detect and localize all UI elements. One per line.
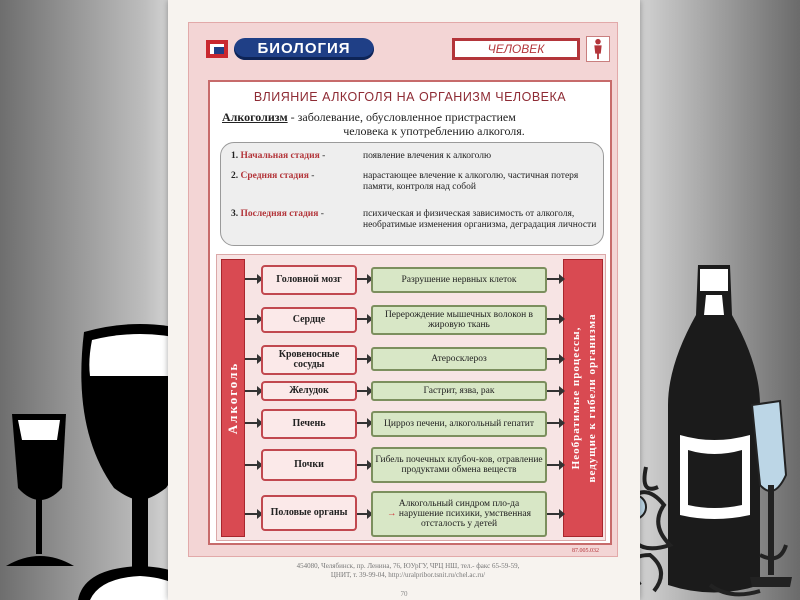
effect-box: Цирроз печени, алкогольный гепатит bbox=[371, 411, 547, 437]
organ-box: Желудок bbox=[261, 381, 357, 401]
red-arrow-icon: → bbox=[387, 509, 397, 519]
biology-logo bbox=[204, 36, 374, 62]
effect-text-b-content: нарушение психики, умственная отсталость у детей bbox=[398, 509, 531, 529]
effect-text-b bbox=[373, 509, 545, 529]
organ-box: Почки bbox=[261, 449, 357, 481]
stage-number: 2. bbox=[231, 171, 239, 181]
stage-description: психическая и физическая зависимость от алкоголя, необратимые изменения организма, деградация личности bbox=[363, 209, 597, 230]
footer bbox=[228, 562, 588, 580]
wine-glass-icon bbox=[0, 400, 80, 570]
definition-text1: - заболевание, обусловленное пристрастием bbox=[287, 110, 516, 124]
organ-box: Половые органы bbox=[261, 495, 357, 531]
organ-box: Печень bbox=[261, 409, 357, 439]
arrow-icon bbox=[547, 513, 563, 515]
poster bbox=[168, 0, 640, 600]
page-title: ВЛИЯНИЕ АЛКОГОЛЯ НА ОРГАНИЗМ ЧЕЛОВЕКА bbox=[253, 90, 567, 104]
definition-text2: человека к употреблению алкоголя. bbox=[343, 124, 525, 138]
effect-box bbox=[371, 491, 547, 537]
stage-dash: - bbox=[311, 171, 315, 181]
arrow-icon bbox=[547, 390, 563, 392]
organs-section bbox=[216, 254, 606, 541]
poster-code: 87.005.032 bbox=[572, 548, 599, 554]
arrow-icon bbox=[245, 464, 261, 466]
arrow-icon bbox=[547, 422, 563, 424]
effect-box: Перерождение мышечных волокон в жировую ткань bbox=[371, 305, 547, 335]
stage-name: Последняя стадия bbox=[240, 209, 319, 219]
stage-name: Начальная стадия bbox=[240, 151, 320, 161]
arrow-icon bbox=[547, 318, 563, 320]
definition bbox=[222, 110, 606, 138]
arrow-icon bbox=[245, 358, 261, 360]
arrow-icon bbox=[547, 278, 563, 280]
arrow-icon bbox=[357, 278, 371, 280]
effect-box: Гастрит, язва, рак bbox=[371, 381, 547, 401]
definition-term: Алкоголизм bbox=[222, 110, 288, 124]
stage-item bbox=[231, 209, 597, 230]
stages-box bbox=[220, 142, 604, 246]
stage-name: Средняя стадия bbox=[240, 171, 309, 181]
arrow-icon bbox=[357, 390, 371, 392]
stage-number: 1. bbox=[231, 151, 239, 161]
stage-number: 3. bbox=[231, 209, 239, 219]
arrow-icon bbox=[357, 358, 371, 360]
arrow-icon bbox=[245, 422, 261, 424]
footer-line2: ЦНИТ, т. 39-99-04, http://uralpribor.tsnit.ru/chel.ac.ru/ bbox=[330, 571, 486, 579]
organ-box: Головной мозг bbox=[261, 265, 357, 295]
arrow-icon bbox=[547, 358, 563, 360]
organ-box: Сердце bbox=[261, 307, 357, 333]
arrow-icon bbox=[357, 422, 371, 424]
alcohol-label: Алкоголь bbox=[225, 361, 240, 435]
effect-box: Разрушение нервных клеток bbox=[371, 267, 547, 293]
stage-dash: - bbox=[322, 151, 326, 161]
stage-dash: - bbox=[320, 209, 324, 219]
page-number: 70 bbox=[400, 590, 408, 598]
arrow-icon bbox=[245, 318, 261, 320]
effect-box: Атеросклероз bbox=[371, 347, 547, 371]
outcome-label-bar bbox=[563, 259, 603, 537]
biology-logo-icon bbox=[204, 36, 232, 62]
effect-box: Гибель почечных клубоч-ков, отравление продуктами обмена веществ bbox=[371, 447, 547, 483]
subject-label: БИОЛОГИЯ bbox=[234, 38, 374, 60]
organ-box: Кровеносные сосуды bbox=[261, 345, 357, 375]
stage-item bbox=[231, 171, 579, 192]
outcome-label-line2: ведущие к гибели организма bbox=[586, 313, 598, 483]
arrow-icon bbox=[357, 464, 371, 466]
stage-item bbox=[231, 151, 492, 162]
stage-description: нарастающее влечение к алкоголю, частичная потеря памяти, контроля над собой bbox=[363, 171, 579, 192]
stage-description: появление влечения к алкоголю bbox=[363, 151, 492, 161]
arrow-icon bbox=[547, 464, 563, 466]
main-panel bbox=[208, 80, 612, 545]
arrow-icon bbox=[245, 513, 261, 515]
arrow-icon bbox=[357, 513, 371, 515]
effect-text-a: Алкогольный синдром пло-да bbox=[398, 499, 520, 509]
arrow-icon bbox=[245, 278, 261, 280]
section-label: ЧЕЛОВЕК bbox=[452, 38, 580, 60]
arrow-icon bbox=[357, 318, 371, 320]
alcohol-label-bar bbox=[221, 259, 245, 537]
outcome-label-line1: Необратимые процессы, bbox=[570, 326, 582, 470]
footer-line1: 454080, Челябинск, пр. Ленина, 76, ЮУрГУ, ЧРЦ НШ, тел.- факс 65-59-59, bbox=[296, 562, 520, 570]
arrow-icon bbox=[245, 390, 261, 392]
human-figure-icon bbox=[586, 36, 610, 62]
